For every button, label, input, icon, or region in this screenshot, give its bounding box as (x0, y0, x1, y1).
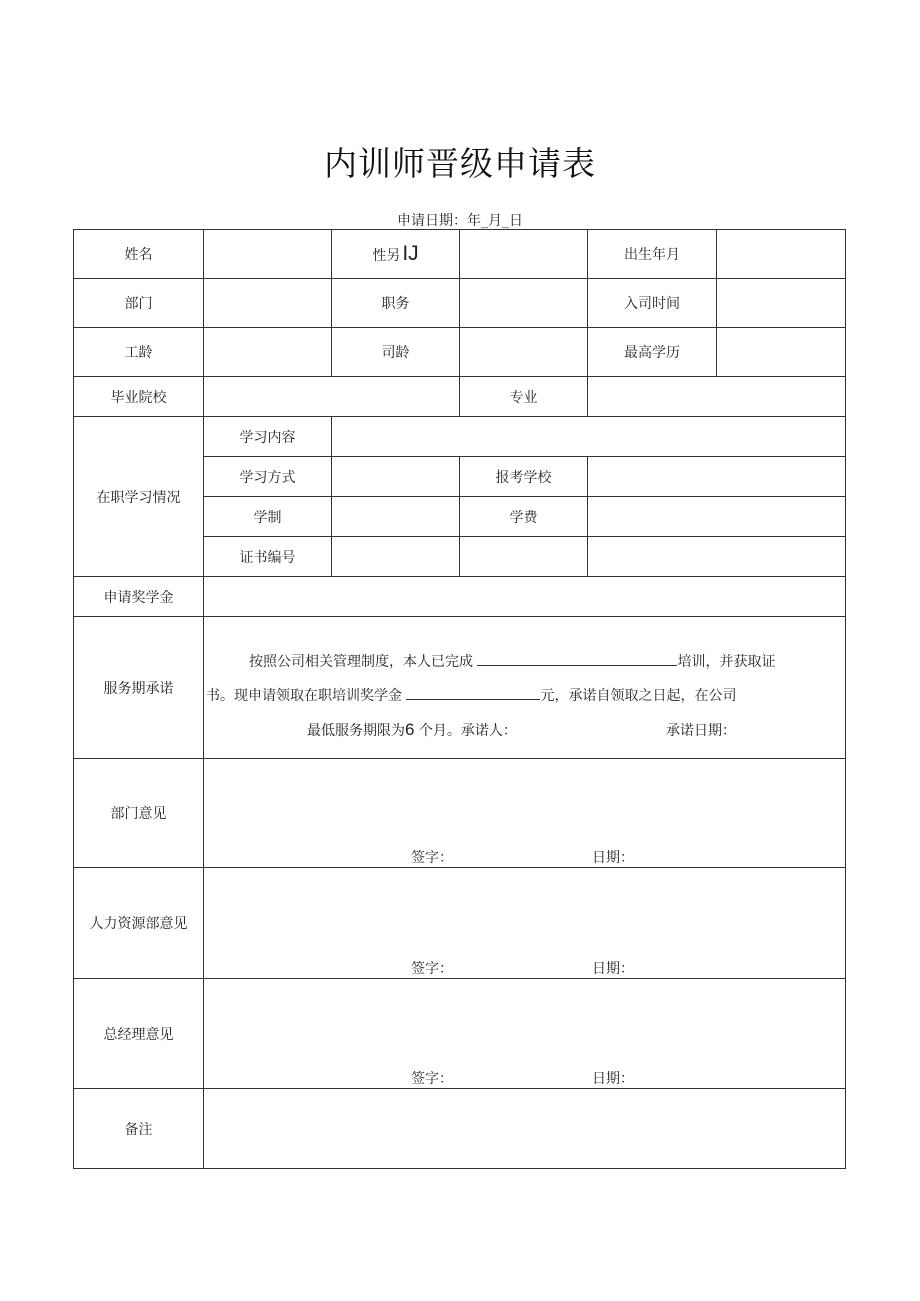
position-label: 职务 (332, 279, 460, 328)
gender-label-glyph: IJ (402, 242, 419, 265)
exam-school-label: 报考学校 (460, 457, 588, 497)
application-form (73, 229, 846, 1169)
promise-text-1b: 培训，并获取证 (677, 654, 776, 670)
study-mode-label: 学习方式 (204, 457, 332, 497)
service-promise-cell (204, 617, 846, 759)
dept-opinion-label: 部门意见 (74, 759, 204, 868)
major-label: 专业 (460, 377, 588, 417)
row-dept-opinion (74, 759, 846, 868)
study-section-label: 在职学习情况 (74, 417, 204, 577)
hr-opinion-label: 人力资源部意见 (74, 868, 204, 979)
school-field[interactable] (204, 377, 460, 417)
gm-opinion-field[interactable] (204, 979, 846, 1089)
row-scholarship (74, 577, 846, 617)
dept-sign-label: 签字： (411, 850, 453, 866)
company-years-field[interactable] (460, 328, 588, 377)
promise-text-2a: 书。现申请领取在职培训奖学金 (206, 688, 402, 704)
scholarship-amount-blank[interactable] (406, 685, 540, 700)
gm-date-label: 日期： (592, 1071, 634, 1087)
gender-label-cell (332, 230, 460, 279)
row-hr-opinion (74, 868, 846, 979)
promise-text-1a: 按照公司相关管理制度，本人已完成 (249, 654, 473, 670)
row-basic-1 (74, 230, 846, 279)
remarks-field[interactable] (204, 1089, 846, 1169)
study-mode-field[interactable] (332, 457, 460, 497)
hire-date-field[interactable] (717, 279, 846, 328)
row-study-1 (74, 417, 846, 457)
study-content-field[interactable] (332, 417, 846, 457)
hr-opinion-field[interactable] (204, 868, 846, 979)
name-label: 姓名 (74, 230, 204, 279)
hr-sign-label: 签字： (411, 961, 453, 977)
certificate-extra-field-2[interactable] (588, 537, 846, 577)
gender-label: 性另 (372, 248, 401, 264)
scholarship-label: 申请奖学金 (74, 577, 204, 617)
training-name-blank[interactable] (477, 651, 677, 666)
department-field[interactable] (204, 279, 332, 328)
apply-date-line: 申请日期：年_月_日 (397, 213, 523, 229)
row-gm-opinion (74, 979, 846, 1089)
work-years-label: 工龄 (74, 328, 204, 377)
gender-field[interactable] (460, 230, 588, 279)
row-basic-3 (74, 328, 846, 377)
gm-sign-label: 签字： (411, 1071, 453, 1087)
promise-text-3b: 个月。承诺人： (418, 723, 517, 739)
study-content-label: 学习内容 (204, 417, 332, 457)
education-label: 最高学历 (588, 328, 717, 377)
service-months: 6 (405, 720, 415, 739)
company-years-label: 司龄 (332, 328, 460, 377)
birth-field[interactable] (717, 230, 846, 279)
birth-label: 出生年月 (588, 230, 717, 279)
position-field[interactable] (460, 279, 588, 328)
promise-text-2b: 元，承诺自领取之日起，在公司 (540, 688, 737, 704)
duration-field[interactable] (332, 497, 460, 537)
dept-opinion-field[interactable] (204, 759, 846, 868)
name-field[interactable] (204, 230, 332, 279)
tuition-field[interactable] (588, 497, 846, 537)
certificate-label: 证书编号 (204, 537, 332, 577)
page-title: 内训师晋级申请表 (324, 144, 596, 183)
remarks-label: 备注 (74, 1089, 204, 1169)
education-field[interactable] (717, 328, 846, 377)
scholarship-field[interactable] (204, 577, 846, 617)
service-label: 服务期承诺 (74, 617, 204, 759)
gm-opinion-label: 总经理意见 (74, 979, 204, 1089)
hire-date-label: 入司时间 (588, 279, 717, 328)
row-school (74, 377, 846, 417)
school-label: 毕业院校 (74, 377, 204, 417)
row-basic-2 (74, 279, 846, 328)
row-service (74, 617, 846, 759)
work-years-field[interactable] (204, 328, 332, 377)
certificate-extra-field[interactable] (460, 537, 588, 577)
duration-label: 学制 (204, 497, 332, 537)
major-field[interactable] (588, 377, 846, 417)
certificate-field[interactable] (332, 537, 460, 577)
hr-date-label: 日期： (592, 961, 634, 977)
exam-school-field[interactable] (588, 457, 846, 497)
promise-text-3a: 最低服务期限为 (307, 723, 405, 739)
department-label: 部门 (74, 279, 204, 328)
row-remarks (74, 1089, 846, 1169)
dept-date-label: 日期： (592, 850, 634, 866)
promise-date-label: 承诺日期： (666, 723, 736, 739)
tuition-label: 学费 (460, 497, 588, 537)
